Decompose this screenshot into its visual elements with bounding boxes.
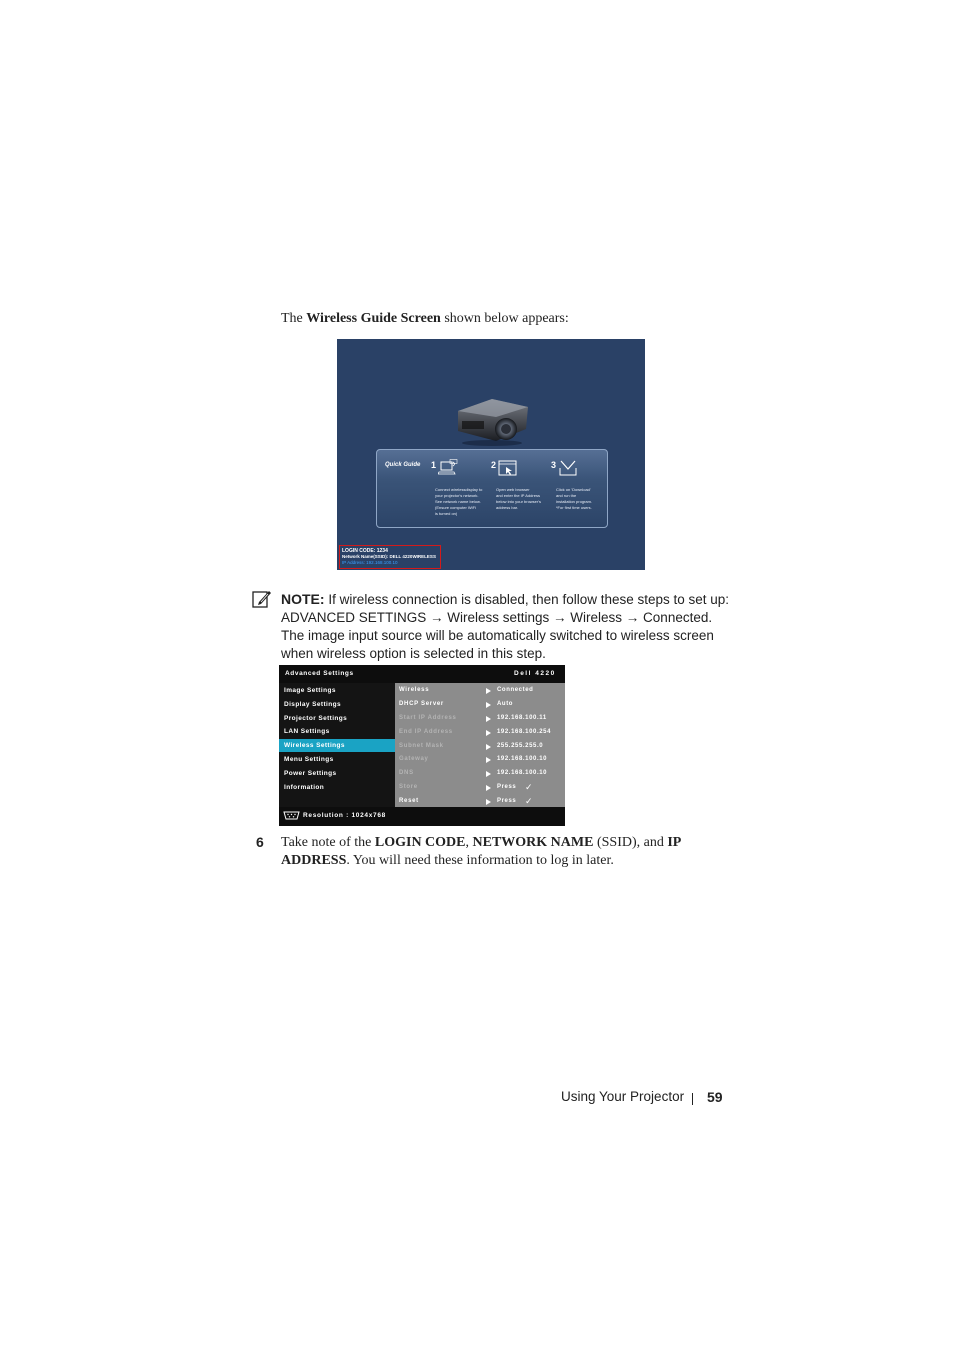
- setting-label: End IP Address: [399, 729, 453, 735]
- step-2-line: Open web browser: [496, 487, 530, 492]
- step-3-line: Click on 'Download': [556, 487, 591, 492]
- note-block: [281, 590, 731, 663]
- setting-label: Store: [399, 784, 418, 790]
- step-number: 6: [256, 834, 264, 850]
- setting-value: Connected: [497, 687, 534, 693]
- menu-item-image-settings[interactable]: Image Settings: [284, 687, 336, 694]
- step-text-bold: IP ADDRESS: [281, 835, 681, 868]
- step-2-line: below into your browser's: [496, 499, 542, 504]
- setting-label: DNS: [399, 770, 414, 776]
- note-label: NOTE:: [281, 591, 325, 607]
- step-text-bold: NETWORK NAME: [472, 835, 594, 850]
- menu-item-projector-settings[interactable]: Projector Settings: [284, 715, 348, 722]
- setting-row-dhcp-server[interactable]: [395, 698, 565, 712]
- step-1-text: [435, 487, 482, 517]
- step-text-part: ,: [465, 835, 473, 850]
- step-2-line: address bar.: [496, 505, 519, 510]
- step-1-line: Connect wirelessdisplay to: [435, 487, 483, 492]
- step-3-line: and run the: [556, 493, 577, 498]
- wireless-guide-screen: [337, 339, 645, 570]
- quick-guide-panel: [376, 449, 608, 528]
- setting-value: Auto: [497, 701, 514, 707]
- arrow-right-icon: [486, 744, 491, 750]
- menu-item-information[interactable]: Information: [284, 784, 325, 791]
- setting-value: 192.168.100.11: [497, 715, 547, 721]
- step-1-number: 1: [431, 460, 437, 470]
- laptop-wifi-icon: [438, 459, 458, 477]
- ip-address: IP Address: 192.168.100.10: [342, 560, 398, 565]
- step-text-part: (SSID): [593, 835, 637, 850]
- arrow-right-icon: [486, 702, 491, 708]
- setting-row-gateway[interactable]: [395, 753, 565, 767]
- setting-label: Gateway: [399, 756, 429, 762]
- menu-item-lan-settings[interactable]: LAN Settings: [284, 728, 330, 735]
- page-number: 59: [707, 1089, 723, 1105]
- step-1-line: See network name below.: [435, 499, 481, 504]
- step-text: [281, 834, 721, 870]
- setting-value: 192.168.100.10: [497, 756, 548, 762]
- step-1-line: is turned on): [435, 511, 458, 516]
- step-1-line: your projector's network.: [435, 493, 479, 498]
- setting-row-dns[interactable]: [395, 767, 565, 781]
- step-text-part: , and: [636, 835, 668, 850]
- step-2-line: and enter the IP Address: [496, 493, 540, 498]
- advanced-settings-osd: [279, 665, 565, 826]
- check-icon: ✓: [525, 796, 533, 806]
- step-3-line: installation program.: [556, 499, 593, 504]
- step-3-text: [556, 487, 592, 511]
- setting-row-end-ip[interactable]: [395, 726, 565, 740]
- resolution-text: Resolution : 1024x768: [303, 812, 386, 819]
- osd-title: Advanced Settings: [285, 670, 354, 677]
- arrow-right-icon: [486, 730, 491, 736]
- intro-bold: Wireless Guide Screen: [306, 311, 441, 326]
- note-text: If wireless connection is disabled, then follow these steps to set up: ADVANCED SETTINGS → Wireless settings → Wireless → Connected. The image input source will be automatically switched to wireless screen when wireless option is selected in this step.: [281, 592, 730, 661]
- setting-row-wireless[interactable]: [395, 684, 565, 698]
- osd-menu: [279, 683, 395, 807]
- step-1-line: (Ensure computer WiFi: [435, 505, 476, 510]
- login-info-box: [339, 545, 441, 569]
- quick-guide-title: Quick Guide: [385, 462, 421, 468]
- vga-connector-icon: [283, 811, 300, 820]
- download-icon: [558, 459, 578, 477]
- setting-value: Press: [497, 798, 517, 804]
- step-2-number: 2: [491, 460, 497, 470]
- menu-item-power-settings[interactable]: Power Settings: [284, 770, 337, 777]
- step-text-bold: LOGIN CODE: [374, 835, 466, 850]
- setting-label: Reset: [399, 798, 419, 804]
- note-pencil-icon: [252, 589, 272, 609]
- setting-label: Start IP Address: [399, 715, 457, 721]
- arrow-right-icon: [486, 799, 491, 805]
- setting-value: 192.168.100.254: [497, 729, 552, 735]
- menu-item-menu-settings[interactable]: Menu Settings: [284, 756, 334, 763]
- step-text-part: . You will need these information to log in later.: [346, 853, 614, 868]
- step-3-line: *For first time users.: [556, 505, 592, 510]
- intro-prefix: The: [281, 311, 307, 326]
- intro-suffix: shown below appears:: [440, 311, 569, 326]
- setting-row-store[interactable]: [395, 781, 565, 795]
- intro-text: [281, 310, 569, 328]
- menu-item-display-settings[interactable]: Display Settings: [284, 701, 341, 708]
- arrow-right-icon: [486, 785, 491, 791]
- setting-value: Press: [497, 784, 517, 790]
- step-text-part: Take note of the: [281, 835, 375, 850]
- check-icon: ✓: [525, 782, 533, 792]
- setting-label: Wireless: [399, 687, 430, 693]
- arrow-right-icon: [486, 771, 491, 777]
- network-name: Network Name(SSID): DELL 4220WIRELESS: [342, 554, 436, 559]
- step-3-number: 3: [551, 460, 557, 470]
- setting-row-start-ip[interactable]: [395, 712, 565, 726]
- osd-model: Dell 4220: [514, 670, 556, 677]
- setting-row-subnet-mask[interactable]: [395, 740, 565, 754]
- arrow-right-icon: [486, 716, 491, 722]
- setting-value: 255.255.255.0: [497, 743, 544, 749]
- arrow-right-icon: [486, 688, 491, 694]
- osd-footer: [279, 807, 565, 826]
- setting-label: Subnet Mask: [399, 743, 444, 749]
- step-2-text: [496, 487, 541, 511]
- footer-divider: [692, 1093, 693, 1105]
- projector-icon: [452, 391, 532, 447]
- osd-settings-panel: [395, 683, 565, 807]
- arrow-right-icon: [486, 757, 491, 763]
- setting-value: 192.168.100.10: [497, 770, 548, 776]
- browser-cursor-icon: [498, 459, 518, 477]
- footer-section-title: Using Your Projector: [561, 1089, 685, 1104]
- menu-item-wireless-settings[interactable]: Wireless Settings: [279, 739, 395, 752]
- login-code: LOGIN CODE: 1234: [342, 548, 388, 554]
- setting-label: DHCP Server: [399, 701, 444, 707]
